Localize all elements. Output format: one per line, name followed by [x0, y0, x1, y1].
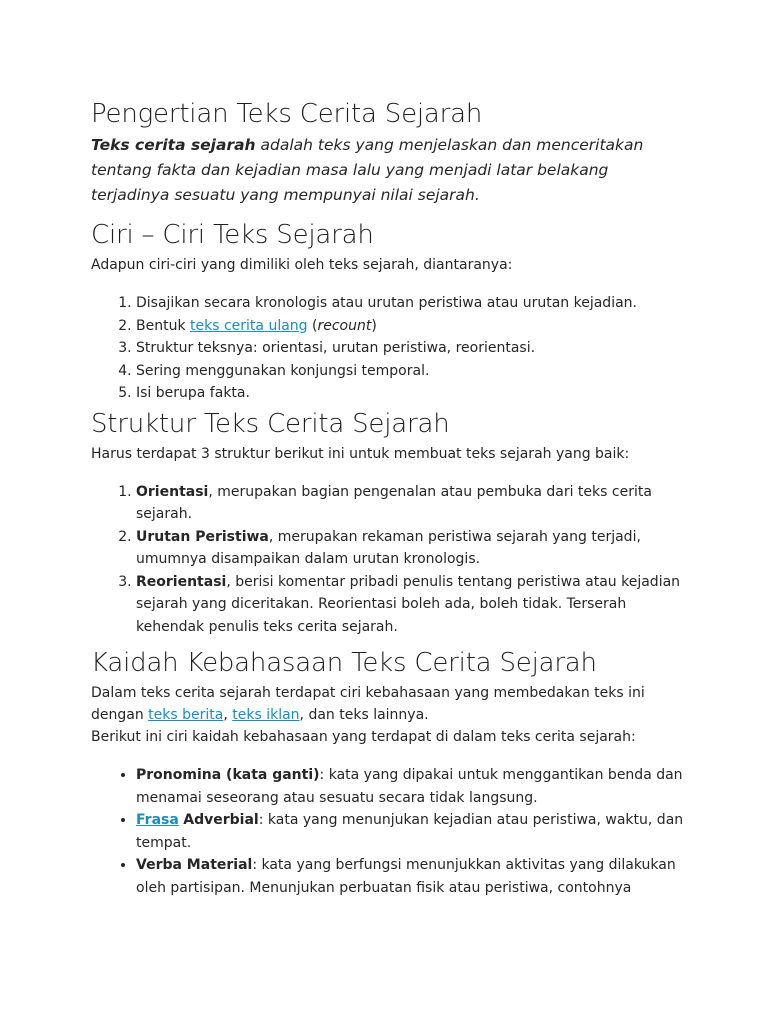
struktur-item-2-bold: Urutan Peristiwa — [136, 528, 269, 545]
struktur-item-3-bold: Reorientasi — [136, 573, 227, 590]
kaidah-list — [91, 764, 691, 899]
intro-paragraph — [91, 133, 691, 208]
struktur-item-1 — [136, 481, 691, 526]
heading-struktur: Struktur Teks Cerita Sejarah — [91, 408, 450, 439]
ciri-item-4: 4. Sering menggunakan konjungsi temporal. — [136, 360, 691, 383]
ciri-item-2-post: ) — [371, 317, 377, 334]
heading-kaidah: Kaidah Kebahasaan Teks Cerita Sejarah — [91, 648, 597, 678]
heading-ciri: Ciri – Ciri Teks Sejarah — [91, 220, 374, 250]
kaidah-item-3 — [136, 854, 691, 899]
kaidah-item-1-text: : kata yang dipakai untuk menggantikan benda dan menamai seseorang atau sesuatu secara tidak langsung. — [136, 767, 683, 806]
struktur-item-2-text: , merupakan rekaman peristiwa sejarah yang terjadi, umumnya disampaikan dalam urutan kronologis. — [136, 528, 641, 567]
kaidah-lead-1-post: , dan teks lainnya. — [299, 707, 429, 723]
kaidah-item-3-text: : kata yang berfungsi menunjukkan aktivitas yang dilakukan oleh partisipan. Menunjukan perbuatan fisik atau peristiwa, contohnya — [136, 857, 676, 896]
struktur-item-2 — [136, 526, 691, 571]
kaidah-lead-2: Berikut ini ciri kaidah kebahasaan yang terdapat di dalam teks cerita sejarah: — [91, 729, 636, 745]
ciri-item-3: 3. Struktur teksnya: orientasi, urutan peristiwa, reorientasi. — [136, 337, 691, 360]
intro-bold-term: Teks cerita sejarah — [91, 136, 256, 154]
kaidah-item-2 — [136, 809, 691, 854]
ciri-item-5: 5. Isi berupa fakta. — [136, 382, 691, 405]
intro-text: adalah teks yang menjelaskan dan menceritakan tentang fakta dan kejadian masa lalu yang menjadi latar belakang terjadinya sesuatu yang mempunyai nilai sejarah. — [91, 136, 644, 204]
kaidah-lead-1-pre: Dalam teks cerita sejarah terdapat ciri kebahasaan yang membedakan teks ini dengan — [91, 685, 645, 723]
struktur-item-1-bold: Orientasi — [136, 483, 209, 500]
kaidah-lead-1-sep: , — [223, 707, 233, 723]
struktur-lead: Harus terdapat 3 struktur berikut ini untuk membuat teks sejarah yang baik: — [91, 445, 630, 462]
ciri-item-1: 1. Disajikan secara kronologis atau urutan peristiwa atau urutan kejadian. — [136, 292, 691, 315]
ciri-list — [91, 292, 691, 405]
struktur-item-3 — [136, 571, 691, 639]
kaidah-item-1-bold: Pronomina (kata ganti) — [136, 767, 320, 783]
struktur-item-3-text: , berisi komentar pribadi penulis tentang peristiwa atau kejadian sejarah yang diceritakan. Reorientasi boleh ada, boleh tidak. Terserah kehendak penulis teks cerita sejarah. — [136, 573, 681, 635]
kaidah-item-3-bold: Verba Material — [136, 857, 253, 873]
kaidah-item-2-bold: Adverbial — [183, 812, 259, 828]
ciri-item-2-mid: ( — [307, 317, 318, 334]
ciri-lead: Adapun ciri-ciri yang dimiliki oleh teks sejarah, diantaranya: — [91, 257, 513, 273]
ciri-item-2-italic: recount — [317, 317, 372, 334]
frasa-link[interactable]: Frasa — [136, 812, 179, 828]
teks-iklan-link[interactable]: teks iklan — [232, 707, 300, 723]
kaidah-item-1 — [136, 764, 691, 809]
ciri-item-2 — [136, 315, 691, 338]
struktur-list — [91, 481, 691, 639]
document-page — [91, 95, 691, 899]
teks-cerita-ulang-link[interactable]: teks cerita ulang — [190, 317, 308, 334]
kaidah-lead-1 — [91, 682, 691, 726]
teks-berita-link[interactable]: teks berita — [148, 707, 224, 723]
heading-pengertian: Pengertian Teks Cerita Sejarah — [91, 99, 483, 129]
ciri-item-2-pre: Bentuk — [136, 317, 191, 334]
struktur-item-1-text: , merupakan bagian pengenalan atau pembuka dari teks cerita sejarah. — [136, 483, 652, 522]
kaidah-item-2-text: : kata yang menunjukan kejadian atau peristiwa, waktu, dan tempat. — [136, 812, 684, 851]
